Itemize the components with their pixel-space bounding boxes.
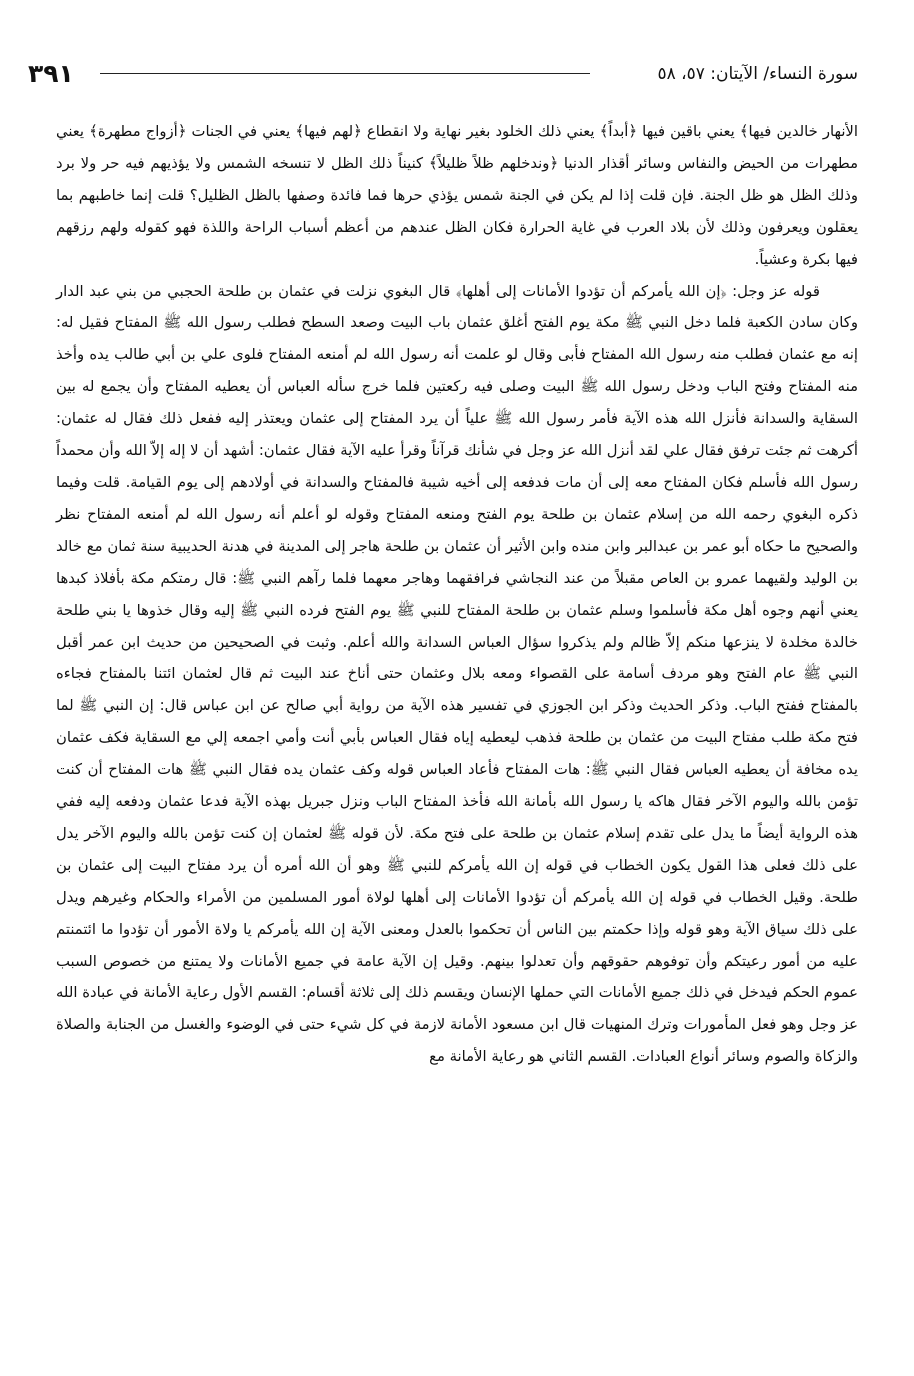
running-title: سورة النساء/ الآيتان: ٥٧، ٥٨ — [657, 64, 858, 84]
paragraph: الأنهار خالدين فيها﴾ يعني باقين فيها ﴿أبداً﴾ يعني ذلك الخلود بغير نهاية ولا انقطاع ﴿لهم فيها﴾ يعني في الجنات ﴿أزواج مطهرة﴾ يعني مطهرات من الحيض والنفاس وسائر أقذار الدنيا ﴿وندخلهم ظلاً ظليلاً﴾ كنيناً ذلك الظل لا تنسخه الشمس ولا يؤذيهم فيه حر ولا برد وذلك الظل هو ظل الجنة. فإن قلت إذا لم يكن في الجنة شمس يؤذي حرها فما فائدة وصفها بالظل الظليل؟ قلت إنما خاطبهم بما يعقلون ويعرفون وذلك لأن بلاد العرب في غاية الحرارة فكان الظل عندهم من أعظم أسباب الراحة واللذة فهو كقوله ولهم رزقهم فيها بكرة وعشياً. — [56, 123, 858, 268]
page-header — [28, 56, 858, 92]
paragraph: قوله عز وجل: ﴿إن الله يأمركم أن تؤدوا الأمانات إلى أهلها﴾ قال البغوي نزلت في عثمان بن طلحة الحجبي من بني عبد الدار وكان سادن الكعبة فلما دخل النبي ﷺ مكة يوم الفتح أغلق عثمان باب البيت وصعد السطح فطلب رسول الله ﷺ المفتاح فقيل له: إنه مع عثمان فطلب منه رسول الله المفتاح فأبى وقال لو علمت أنه رسول الله لم أمنعه المفتاح فلوى علي بن أبي طالب يده وأخذ منه المفتاح وفتح الباب ودخل رسول الله ﷺ البيت وصلى فيه ركعتين فلما خرج سأله العباس أن يعطيه المفتاح وأن يجمع له بين السقاية والسدانة فأنزل الله هذه الآية فأمر رسول الله ﷺ علياً أن يرد المفتاح إلى عثمان ويعتذر إليه ففعل ذلك فقال له عثمان: أكرهت ثم جئت ترفق فقال علي لقد أنزل الله عز وجل في شأنك قرآناً وقرأ عليه الآية فقال عثمان: أشهد أن لا إله إلاّ الله وأن محمداً رسول الله فأسلم فكان المفتاح معه إلى أن مات فدفعه إلى أخيه شيبة فالمفتاح والسدانة في أولادهم إلى يوم القيامة. قلت وفيما ذكره البغوي رحمه الله من إسلام عثمان بن طلحة يوم الفتح ومنعه المفتاح وقوله لو أعلم أنه رسول الله لم أمنعه المفتاح نظر والصحيح ما حكاه أبو عمر بن عبدالبر وابن منده وابن الأثير أن عثمان بن طلحة هاجر إلى المدينة في هدنة الحديبية سنة ثمان مع خالد بن الوليد ولقيهما عمرو بن العاص مقبلاً من عند النجاشي فرافقهما وهاجر معهما فلما رآهم النبي ﷺ: قال رمتكم مكة بأفلاذ كبدها يعني أنهم وجوه أهل مكة فأسلموا وسلم عثمان بن طلحة المفتاح للنبي ﷺ يوم الفتح فرده النبي ﷺ إليه وقال خذوها يا بني طلحة خالدة مخلدة لا ينزعها منكم إلاّ ظالم ولم يذكروا سؤال العباس السدانة والله أعلم. وثبت في الصحيحين من حديث ابن عمر أقبل النبي ﷺ عام الفتح وهو مردف أسامة على القصواء ومعه بلال وعثمان حتى أناخ عند البيت ثم قال لعثمان ائتنا بالمفتاح فجاءه بالمفتاح ففتح الباب. وذكر الحديث وذكر ابن الجوزي في تفسير هذه الآية من رواية أبي صالح عن ابن عباس قال: إن النبي ﷺ لما فتح مكة طلب مفتاح البيت من عثمان بن طلحة فذهب ليعطيه إياه فقال العباس بأبي أنت وأمي اجمعه إلي مع السقاية فكف عثمان يده مخافة أن يعطيه العباس فقال النبي ﷺ: هات المفتاح فأعاد العباس قوله وكف عثمان يده فقال النبي ﷺ هات المفتاح أن كنت تؤمن بالله واليوم الآخر فقال هاكه يا رسول الله بأمانة الله فأخذ المفتاح الباب ونزل جبريل بهذه الآية فدعا عثمان ودفعه إليه ففي هذه الرواية أيضاً ما يدل على تقدم إسلام عثمان بن طلحة على فتح مكة. لأن قوله ﷺ لعثمان إن كنت تؤمن بالله واليوم الآخر يدل على ذلك فعلى هذا القول يكون الخطاب في قوله إن الله يأمركم للنبي ﷺ وهو أن الله أمره أن يرد مفتاح البيت إلى عثمان بن طلحة. وقيل الخطاب في قوله إن الله يأمركم أن تؤدوا الأمانات إلى أهلها لولاة أمور المسلمين من الأمراء والحكام وغيرهم ويدل على ذلك سياق الآية وهو قوله وإذا حكمتم بين الناس أن تحكموا بالعدل ومعنى الآية إن الله يأمركم يا ولاة الأمور أن تؤدوا ما ائتمنتم عليه من أمور رعيتكم وأن توفوهم حقوقهم وأن تعدلوا بينهم. وقيل إن الآية عامة في جميع الأمانات ولا يمتنع من خصوص السبب عموم الحكم فيدخل في ذلك جميع الأمانات التي حملها الإنسان ويقسم ذلك إلى ثلاثة أقسام: القسم الأول رعاية الأمانة في عبادة الله عز وجل وهو فعل المأمورات وترك المنهيات قال ابن مسعود الأمانة لازمة في كل شيء حتى في الوضوء والغسل من الجنابة والصلاة والزكاة والصوم وسائر أنواع العبادات. القسم الثاني هو رعاية الأمانة مع — [56, 282, 858, 1066]
page-number: ٣٩١ — [28, 59, 74, 88]
body-text — [56, 116, 858, 1073]
header-rule — [100, 73, 590, 74]
